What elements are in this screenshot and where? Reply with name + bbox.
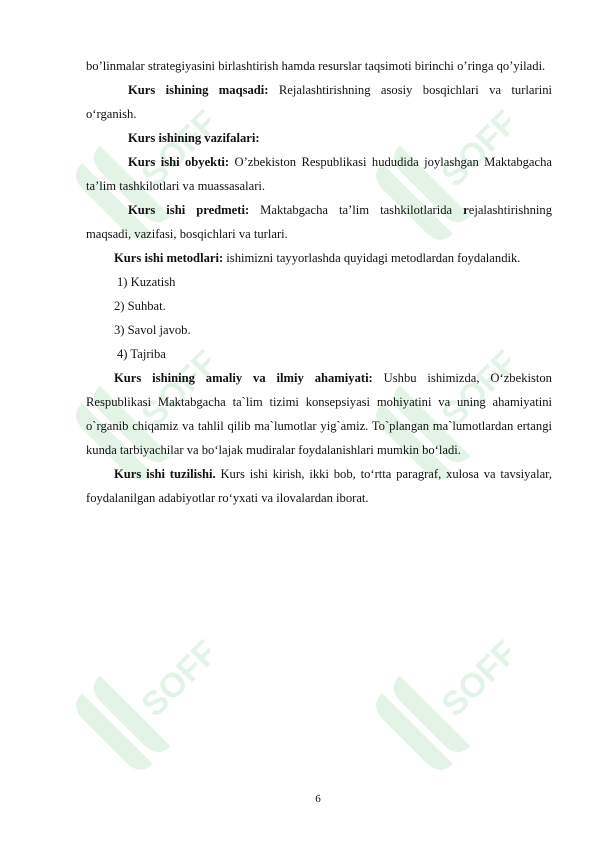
soff-logo-icon (70, 620, 210, 820)
tuzilish-text: Kurs ishi kirish, ikki bob, to‘rtta paragraf, xulosa va tavsiyalar, foydalanilgan adabiyotlar ro‘yxati va ilovalardan iborat. (86, 467, 552, 505)
watermark-soff-5 (70, 620, 210, 820)
paragraph-predmet (86, 198, 552, 246)
intro-text: bo’linmalar strategiyasini birlashtirish hamda resurslar taqsimoti birinchi o’ringa qo’yiladi. (86, 59, 546, 73)
paragraph-maqsad (86, 78, 552, 126)
predmet-text-1: Maktabgacha ta’lim tashkilotlarida (249, 203, 464, 217)
obyekt-label: Kurs ishi obyekti: (128, 155, 230, 169)
paragraph-intro (86, 54, 552, 78)
paragraph-vazifalar (86, 126, 552, 150)
predmet-label: Kurs ishi predmeti: (128, 203, 250, 217)
method-item: 1) Kuzatish (117, 275, 176, 289)
svg-text:SOFF: SOFF (134, 103, 210, 195)
svg-text:SOFF: SOFF (434, 343, 510, 435)
document-body (86, 54, 552, 510)
ahamiyat-label: Kurs ishining amaliy va ilmiy ahamiyati: (114, 371, 373, 385)
paragraph-ahamiyat (86, 366, 552, 462)
maqsad-text: Rejalashtirishning asosiy bosqichlari va turlarini o‘rganish. (86, 83, 552, 121)
maqsad-label: Kurs ishining maqsadi: (128, 83, 269, 97)
vazifalar-label: Kurs ishining vazifalari: (128, 131, 260, 145)
metodlar-text: ishimizni tayyorlashda quyidagi metodlardan foydalandik. (223, 251, 521, 265)
predmet-text-2: ejalashtirishning maqsadi, vazifasi, bosqichlari va turlari. (86, 203, 552, 241)
paragraph-tuzilish (86, 462, 552, 510)
metodlar-label: Kurs ishi metodlari: (114, 251, 224, 265)
tuzilish-label: Kurs ishi tuzilishi. (114, 467, 216, 481)
svg-text:SOFF: SOFF (134, 343, 210, 435)
svg-text:SOFF: SOFF (434, 103, 510, 195)
method-item: 2) Suhbat. (114, 299, 166, 313)
obyekt-text: O’zbekiston Respublikasi hududida joylashgan Maktabgacha ta’lim tashkilotlari va muassasalari. (86, 155, 552, 193)
predmet-bold-r: r (463, 203, 469, 217)
svg-text:SOFF: SOFF (434, 633, 510, 725)
method-item: 3) Savol javob. (114, 323, 191, 337)
watermark-soff-6 (370, 620, 510, 820)
paragraph-metodlar (86, 246, 552, 270)
page-number: 6 (315, 793, 321, 805)
method-item: 4) Tajriba (117, 347, 166, 361)
paragraph-obyekt (86, 150, 552, 198)
ahamiyat-text: Ushbu ishimizda, O‘zbekiston Respublikasi Maktabgacha ta`lim tizimi konsepsiyasi mohiyatini va uning ahamiyatini o`rganib chiqamiz va tahlil qilib ma`lumotlar yig`amiz. To`plangan ma`lumotlardan ertangi kunda tarbiyachilar va bo‘lajak mudiralar foydalanishlari mumkin bo‘ladi. (86, 371, 552, 457)
svg-text:SOFF: SOFF (134, 633, 210, 725)
soff-logo-icon (370, 620, 510, 820)
